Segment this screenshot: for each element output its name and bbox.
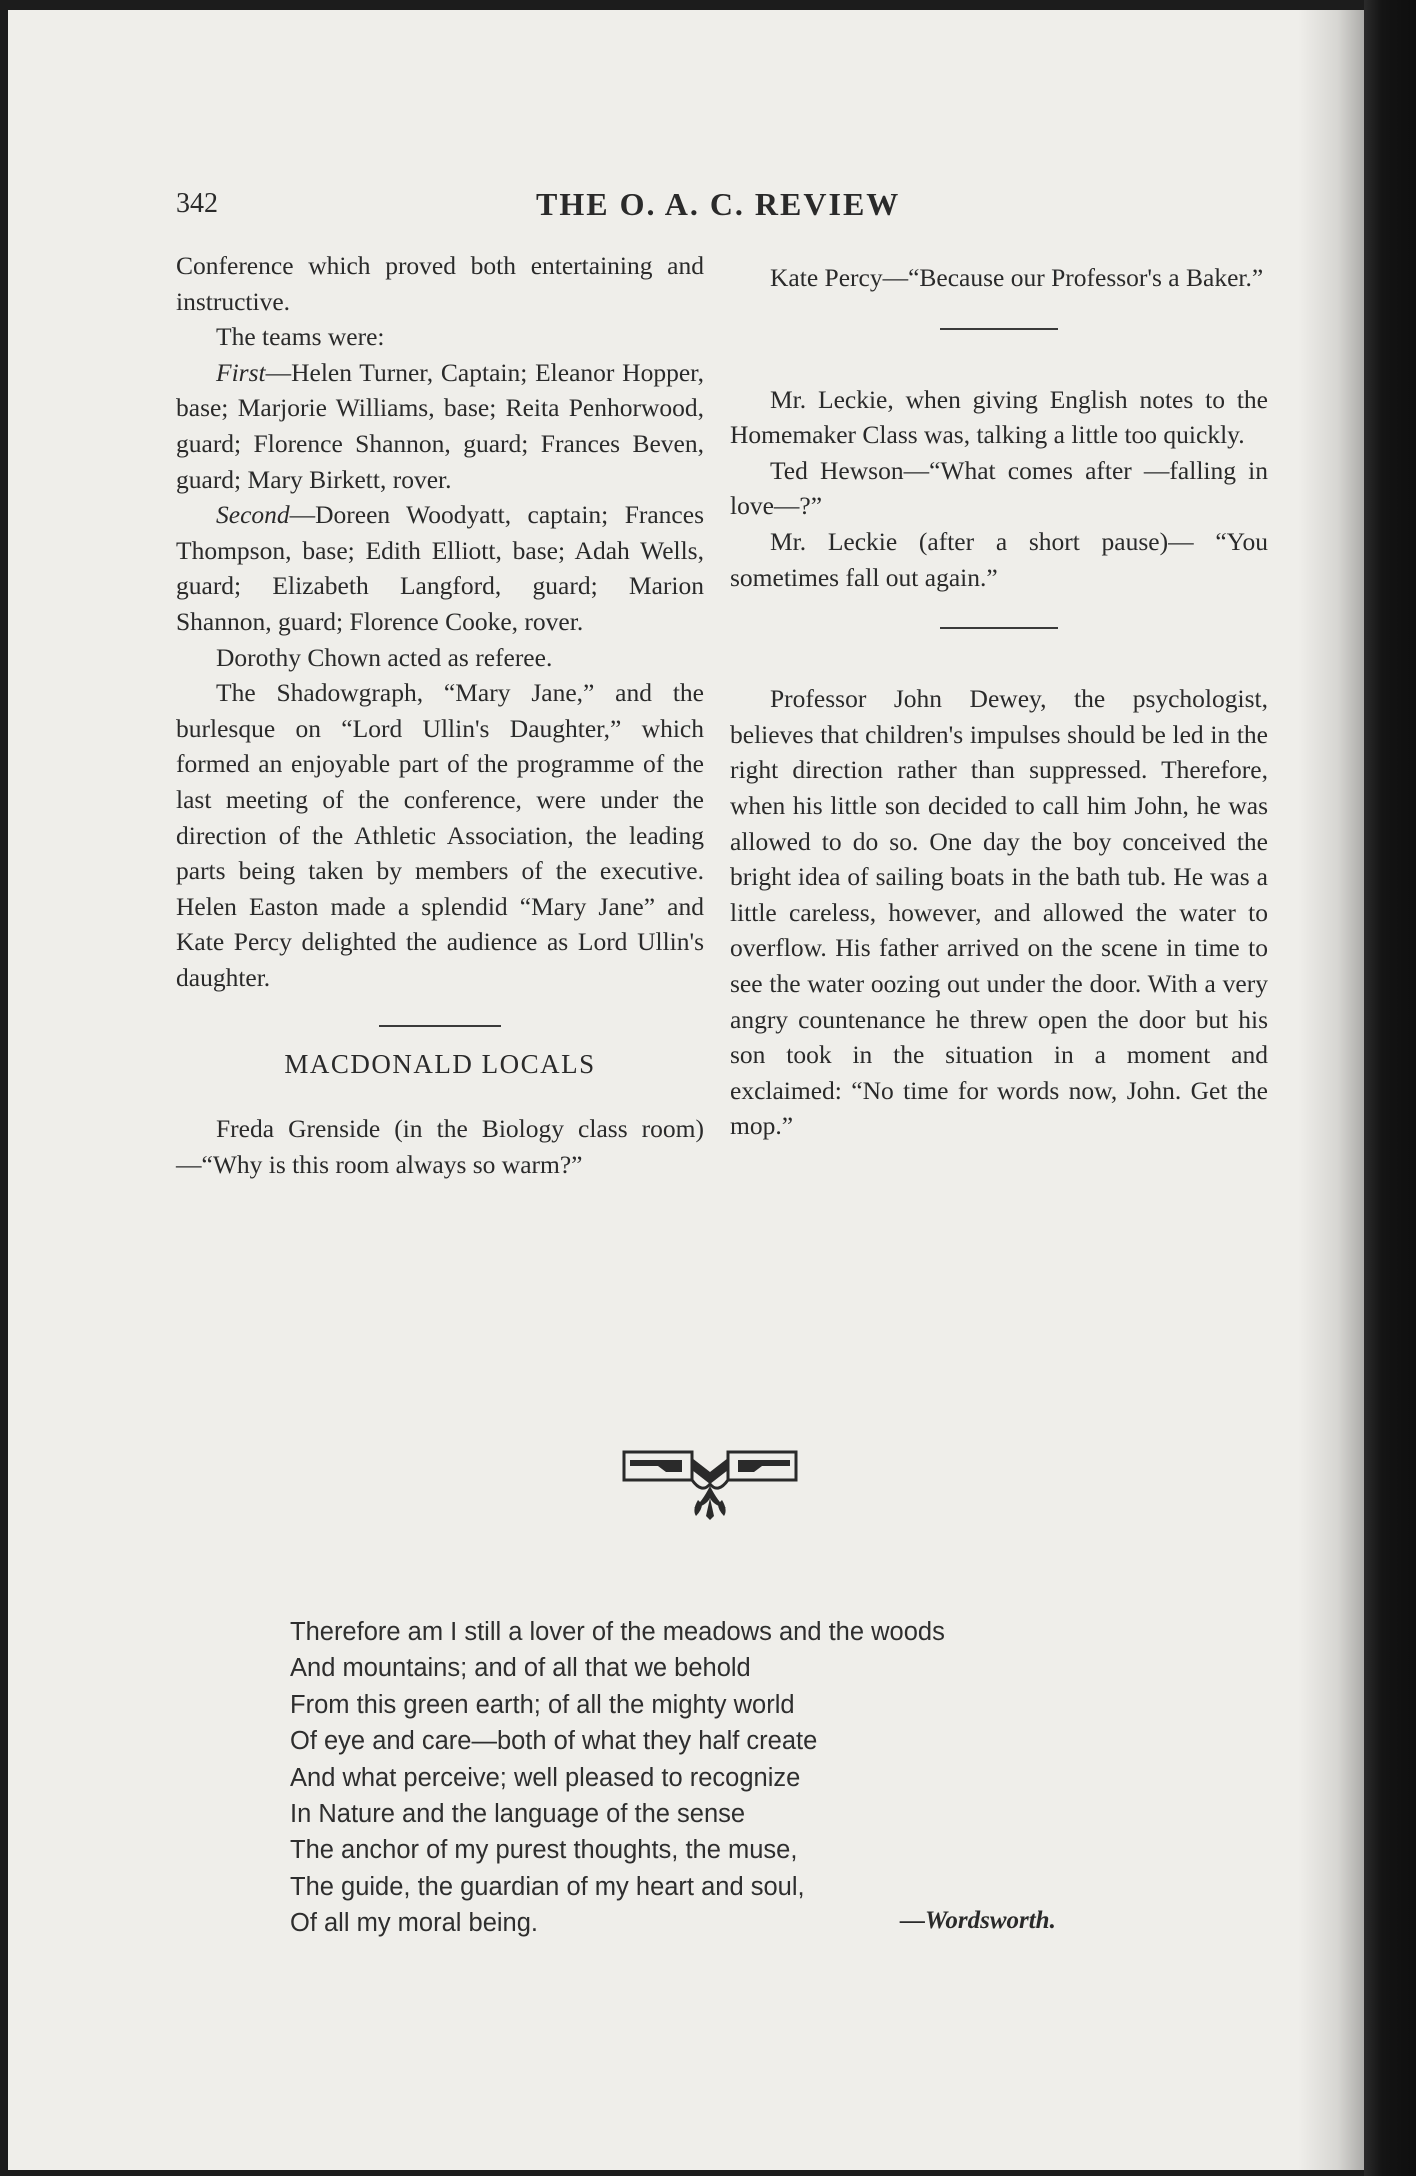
poem-line: Of eye and care—both of what they half create — [290, 1727, 818, 1756]
paragraph: Mr. Leckie (after a short pause)— “You sometimes fall out again.” — [730, 526, 1268, 592]
team-members: —Helen Turner, Captain; Eleanor Hopper, base; Marjorie Williams, base; Reita Penhorwood, guard; Florence Shannon, guard; Frances Beven, guard; Mary Birkett, rover. — [176, 357, 704, 494]
paragraph: Mr. Leckie, when giving English notes to the Homemaker Class was, talking a little too quickly. — [730, 384, 1268, 450]
paragraph: Dorothy Chown acted as referee. — [216, 642, 553, 672]
poem-line: And what perceive; well pleased to recognize — [290, 1763, 801, 1792]
paragraph: The Shadowgraph, “Mary Jane,” and the burlesque on “Lord Ullin's Daughter,” which formed an enjoyable part of the programme of the last meeting of the conference, were under the direction of the Athletic Association, the leading parts being taken by members of the executive. Helen Easton made a splendid “Mary Jane” and Kate Percy delighted the audience as Lord Ullin's daughter. — [176, 678, 704, 992]
paragraph: Freda Grenside (in the Biology class room)—“Why is this room always so warm?” — [176, 1114, 704, 1179]
paragraph: The teams were: — [216, 322, 385, 352]
running-head-title: THE O. A. C. REVIEW — [536, 186, 901, 222]
team-label: First — [216, 357, 266, 387]
right-column — [730, 260, 1268, 1144]
poem-line: Therefore am I still a lover of the meadows and the woods — [290, 1618, 945, 1646]
section-heading: MACDONALD LOCALS — [284, 1049, 596, 1080]
paragraph: Professor John Dewey, the psychologist, believes that children's impulses should be led in the right direction rather than suppressed. Therefore, when his little son decided to call him John, he was allowed to do so. One day the boy conceived the bright idea of sailing boats in the bath tub. He was a little careless, however, and allowed the water to overflow. His father arrived on the scene in time to see the water oozing out under the door. With a very angry countenance he threw open the door but his son took in the situation in a moment and exclaimed: “No time for words now, John. Get the mop.” — [730, 684, 1268, 1141]
team-label: Second — [216, 500, 290, 530]
page — [8, 10, 1364, 2170]
paragraph: Kate Percy—“Because our Professor's a Baker.” — [770, 263, 1264, 292]
book-edge — [1364, 0, 1416, 2176]
poem-line: Of all my moral being. — [290, 1909, 539, 1938]
poem-line: The anchor of my purest thoughts, the muse, — [290, 1836, 798, 1865]
poem-line: From this green earth; of all the mighty world — [290, 1690, 795, 1719]
paragraph: Ted Hewson—“What comes after —falling in love—?” — [730, 455, 1268, 521]
team-first-paragraph — [176, 355, 704, 497]
paragraph: Conference which proved both entertaining and instructive. — [176, 251, 704, 316]
team-members: —Doreen Woodyatt, captain; Frances Thompson, base; Edith Elliott, base; Adah Wells, guard; Elizabeth Langford, guard; Marion Shannon, guard; Florence Cooke, rover. — [176, 500, 704, 636]
poem-line: The guide, the guardian of my heart and soul, — [290, 1872, 805, 1901]
left-column — [176, 248, 704, 1182]
poem-line: In Nature and the language of the sense — [290, 1800, 746, 1829]
divider-rule — [940, 627, 1058, 629]
page-number: 342 — [176, 188, 218, 219]
poem-attribution: —Wordsworth. — [900, 1907, 1056, 1934]
team-second-paragraph — [176, 497, 704, 639]
decorative-ornament-icon — [622, 1450, 798, 1522]
divider-rule — [940, 328, 1058, 330]
poem — [290, 1614, 1090, 1942]
poem-line: And mountains; and of all that we behold — [290, 1654, 751, 1683]
page-header — [176, 182, 1288, 232]
gutter-shadow — [1298, 10, 1364, 2170]
divider-rule — [379, 1025, 501, 1027]
